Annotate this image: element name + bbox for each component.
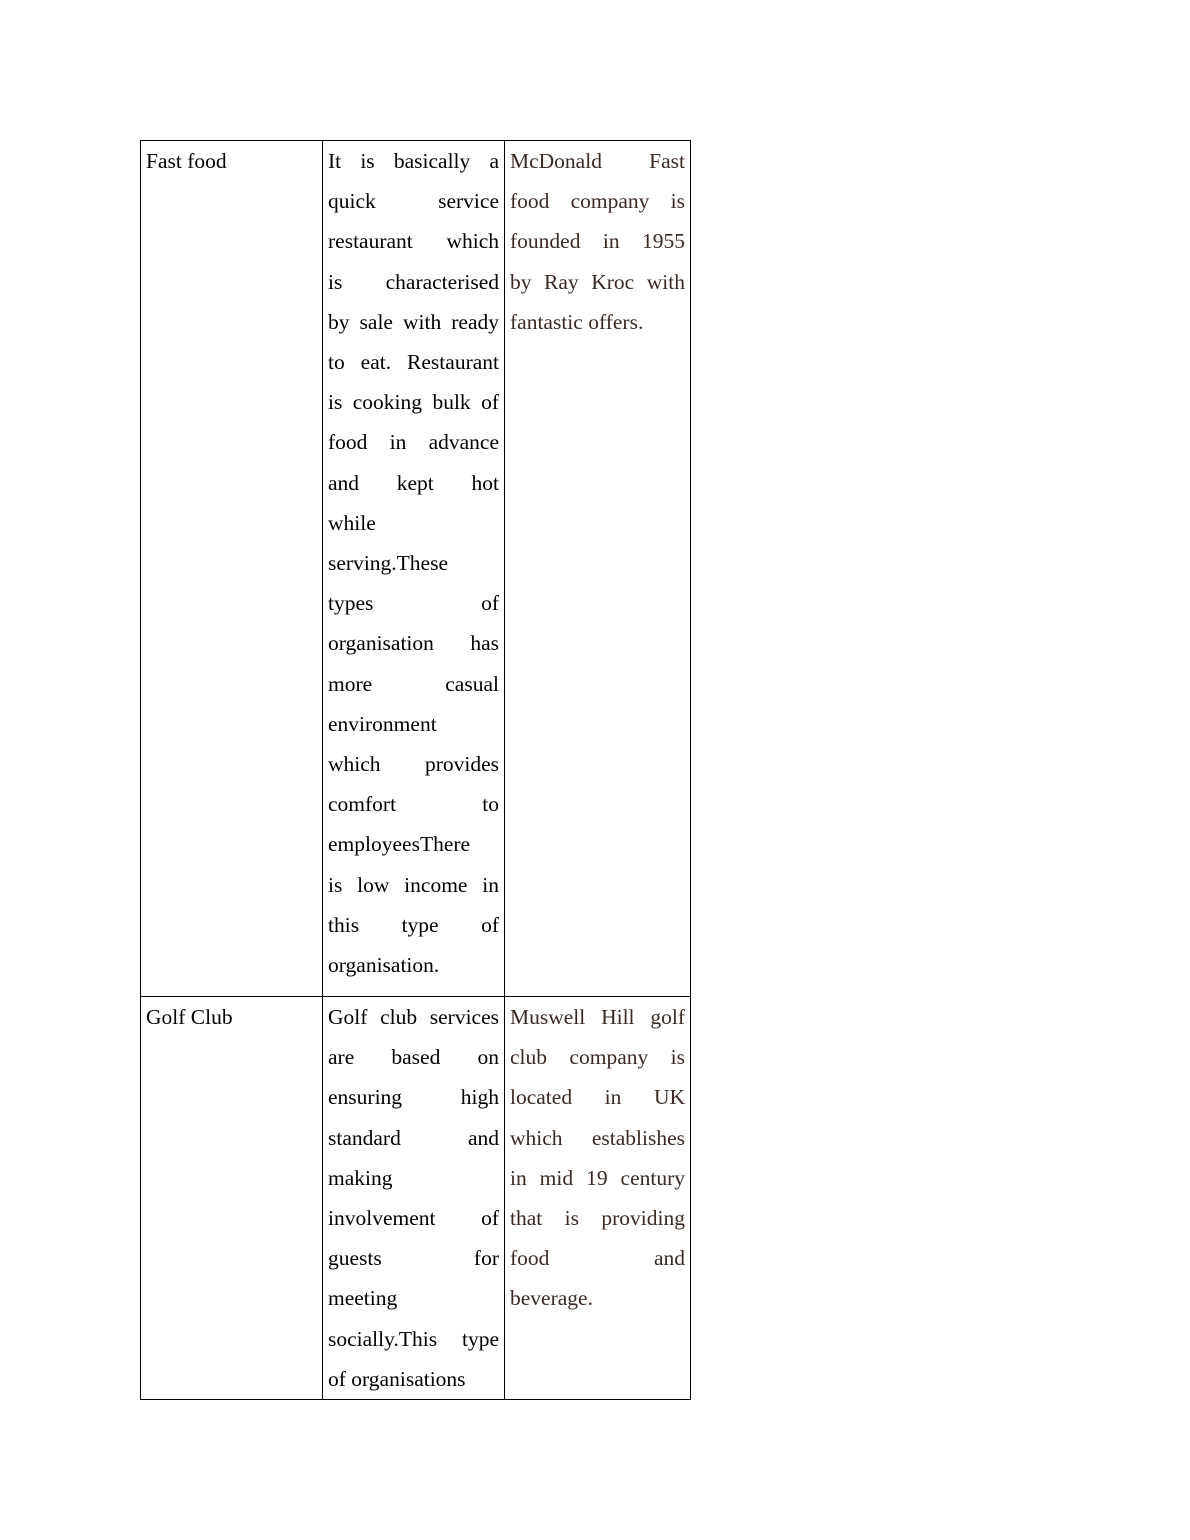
text-line: this type of	[328, 912, 499, 937]
text-line: serving.These	[328, 551, 449, 576]
text-line: by sale with ready	[328, 309, 499, 334]
organisation-type-cell	[141, 997, 323, 1400]
text-line: is characterised	[328, 269, 499, 294]
text-line: which establishes	[510, 1125, 685, 1150]
text-line: standard and	[328, 1125, 499, 1150]
text-line: food in advance	[328, 430, 499, 455]
example-cell	[505, 997, 691, 1400]
text-line: It is basically a	[328, 149, 499, 173]
text-line: that is providing	[510, 1206, 685, 1231]
text-line: environment	[328, 711, 437, 736]
text-line: is cooking bulk of	[328, 390, 499, 415]
table-row	[141, 141, 691, 997]
text-line: located in UK	[510, 1085, 685, 1110]
example-cell	[505, 141, 691, 997]
text-line: of organisations	[328, 1366, 466, 1391]
organisation-type-label: Golf Club	[146, 1005, 233, 1029]
organisation-type-cell	[141, 141, 323, 997]
table-row	[141, 997, 691, 1400]
text-line: involvement of	[328, 1206, 499, 1231]
text-line: Muswell Hill golf	[510, 1005, 685, 1029]
text-line: quick service	[328, 189, 499, 214]
text-line: guests for	[328, 1246, 499, 1271]
text-line: restaurant which	[328, 229, 499, 254]
text-line: and kept hot	[328, 470, 499, 495]
text-line: Golf club services	[328, 1005, 499, 1029]
text-line: is low income in	[328, 872, 499, 897]
text-line: to eat. Restaurant	[328, 350, 499, 375]
text-line: food company is	[510, 189, 685, 214]
text-line: in mid 19 century	[510, 1165, 685, 1190]
description-text	[328, 997, 499, 1399]
text-line: making	[328, 1165, 393, 1190]
text-line: McDonald Fast	[510, 149, 685, 173]
example-text	[510, 141, 685, 342]
text-line: which provides	[328, 752, 499, 777]
example-text	[510, 997, 685, 1319]
text-line: meeting	[328, 1286, 398, 1311]
text-line: beverage.	[510, 1286, 593, 1311]
text-line: organisation.	[328, 953, 440, 978]
text-line: fantastic offers.	[510, 309, 644, 334]
text-line: ensuring high	[328, 1085, 499, 1110]
organisation-type-label: Fast food	[146, 149, 227, 173]
text-line: employeesThere	[328, 832, 471, 857]
text-line: organisation has	[328, 631, 499, 656]
text-line: club company is	[510, 1045, 685, 1070]
text-line: socially.This type	[328, 1326, 499, 1351]
text-line: types of	[328, 591, 499, 616]
text-line: founded in 1955	[510, 229, 685, 254]
text-line: comfort to	[328, 792, 499, 817]
text-line: by Ray Kroc with	[510, 269, 685, 294]
description-cell	[323, 141, 505, 997]
text-line: food and	[510, 1246, 685, 1271]
text-line: while	[328, 510, 376, 535]
description-cell	[323, 997, 505, 1400]
description-text	[328, 141, 499, 985]
text-line: more casual	[328, 671, 499, 696]
text-line: are based on	[328, 1045, 499, 1070]
organisation-table	[140, 140, 691, 1400]
